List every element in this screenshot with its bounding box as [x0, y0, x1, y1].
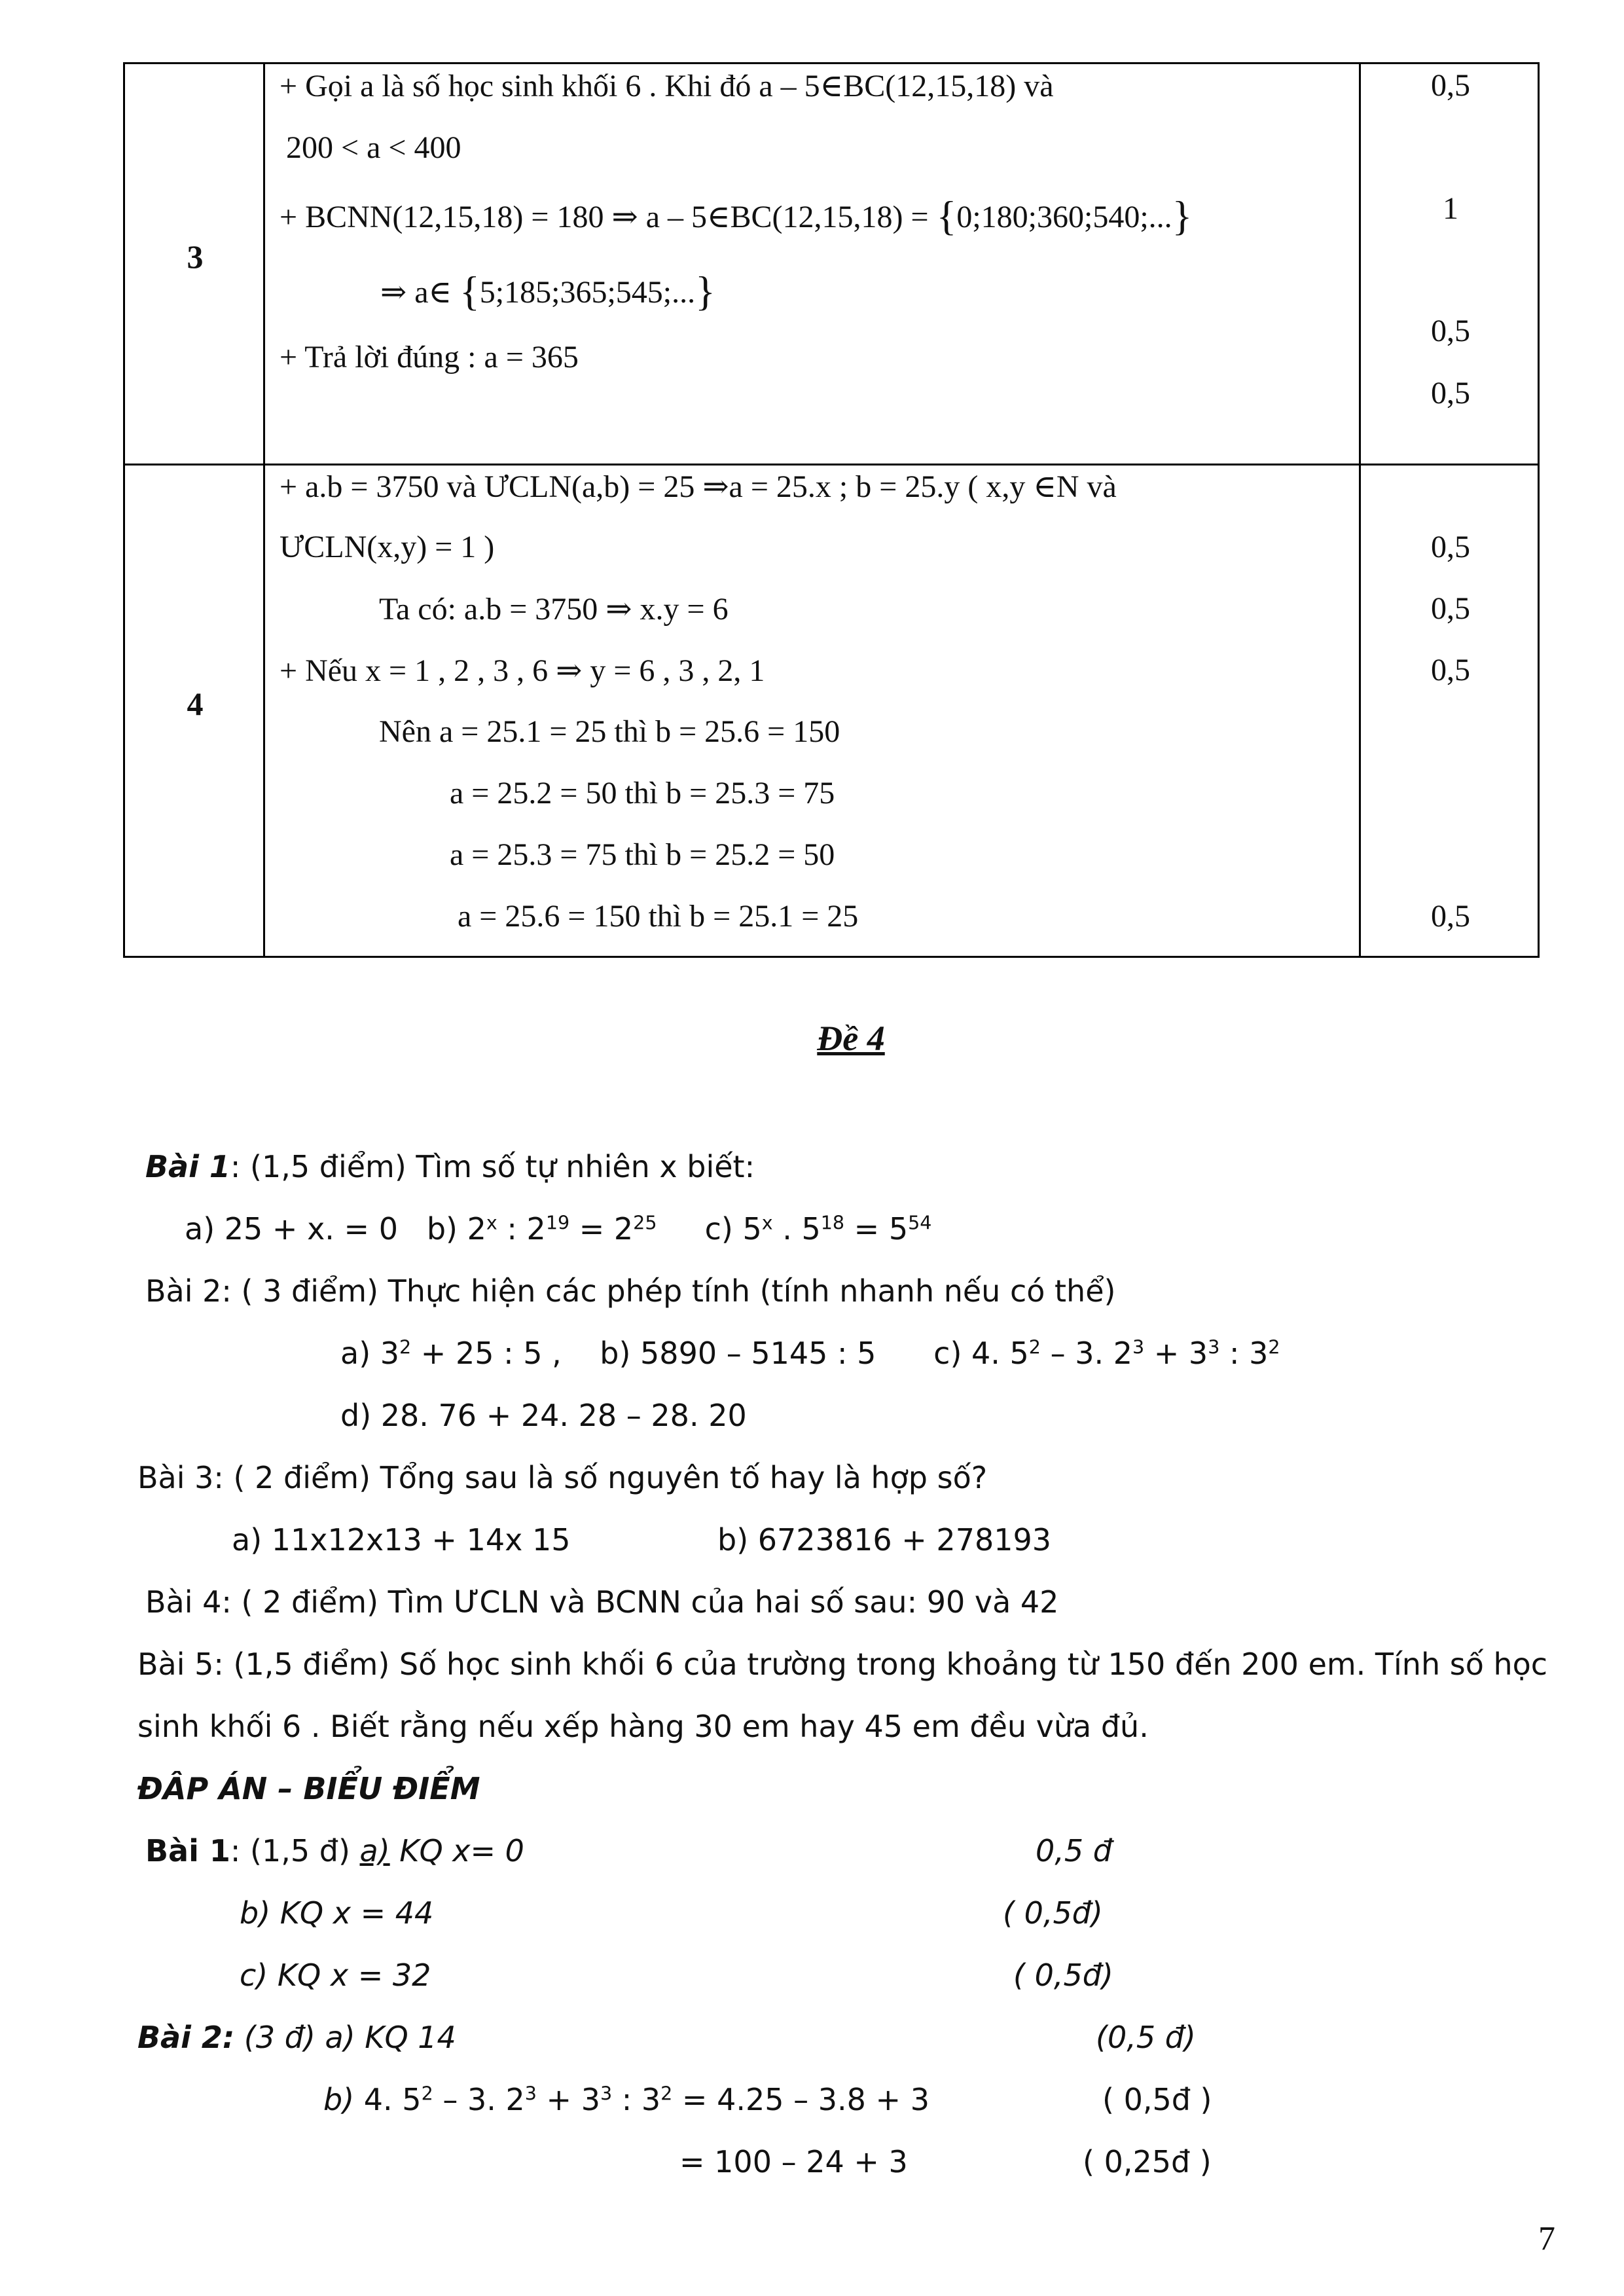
score: 0,5 — [1431, 314, 1470, 348]
row-number: 3 — [187, 238, 204, 275]
expr-part: = 5 — [844, 1211, 909, 1247]
bai1-line — [145, 1149, 755, 1184]
answer-score: (0,5 đ) — [1096, 2020, 1196, 2055]
bai2-line: Bài 2: ( 3 điểm) Thực hiện các phép tính (tính nhanh nếu có thể) — [145, 1273, 1116, 1309]
expr-part: 4. 5 — [354, 2082, 422, 2117]
expr-part: b) 2 — [426, 1211, 486, 1247]
bai2-b: b) 5890 – 5145 : 5 — [600, 1336, 876, 1371]
exponent: 19 — [545, 1212, 570, 1234]
bai1-c — [705, 1211, 932, 1247]
score: 0,5 — [1431, 68, 1470, 103]
table-divider — [125, 464, 1538, 465]
bai1-items — [185, 1211, 931, 1247]
exponent: 2 — [1268, 1336, 1280, 1358]
exponent: 2 — [1028, 1336, 1041, 1358]
answer-table — [123, 62, 1540, 958]
table-text-line — [380, 267, 715, 316]
expr-part: c) 5 — [704, 1211, 762, 1247]
table-text-line: + a.b = 3750 và ƯCLN(a,b) = 25 ⇒a = 25.x ; b = 25.y ( x,y ∈N và — [280, 469, 1117, 504]
answer-score: ( 0,5đ) — [1013, 1958, 1113, 1993]
exponent: 54 — [908, 1212, 932, 1234]
bai1-label: Bài 1 — [145, 1149, 230, 1184]
table-divider — [263, 64, 265, 956]
answer-bai1-label: Bài 1 — [145, 1833, 230, 1868]
brace-left: { — [936, 192, 957, 239]
table-text-line: + Trả lời đúng : a = 365 — [280, 340, 579, 374]
bai1-a: a) 25 + x. = 0 — [185, 1211, 398, 1247]
expr-part: – 3. 2 — [1040, 1336, 1132, 1371]
table-text-line: 200 < a < 400 — [286, 130, 461, 165]
table-text-line — [280, 192, 1192, 240]
page-number: 7 — [1538, 2220, 1555, 2257]
brace-right: } — [695, 268, 715, 314]
answer-text: KQ x= 0 — [389, 1833, 524, 1868]
exponent: 3 — [1208, 1336, 1220, 1358]
answer-bai2-b2: = 100 – 24 + 3 — [679, 2144, 908, 2179]
table-text-line: + Gọi a là số học sinh khối 6 . Khi đó a – 5∈BC(12,15,18) và — [280, 69, 1054, 103]
answer-score: ( 0,5đ) — [1003, 1895, 1103, 1931]
set-values: 0;180;360;540;... — [956, 200, 1172, 234]
expr-part: : 3 — [1219, 1336, 1269, 1371]
answer-bai2-b — [323, 2082, 929, 2117]
bai3-b: b) 6723816 + 278193 — [717, 1522, 1052, 1558]
bai3-line: Bài 3: ( 2 điểm) Tổng sau là số nguyên tố hay là hợp số? — [137, 1460, 988, 1495]
score: 0,5 — [1431, 591, 1470, 626]
brace-left: { — [460, 268, 480, 314]
set-values: 5;185;365;545;... — [479, 275, 696, 310]
expr-part: – 3. 2 — [433, 2082, 525, 2117]
row-number: 4 — [187, 685, 204, 722]
answer-score: ( 0,5đ ) — [1102, 2082, 1212, 2117]
exponent: 2 — [399, 1336, 412, 1358]
answer-text: (3 đ) a) KQ 14 — [234, 2020, 456, 2055]
bai1-text: : (1,5 điểm) Tìm số tự nhiên x biết: — [230, 1149, 755, 1184]
answer-score: 0,5 đ — [1036, 1833, 1112, 1868]
table-text-fragment: ⇒ a∈ — [380, 275, 452, 310]
table-text-line: Ta có: a.b = 3750 ⇒ x.y = 6 — [379, 592, 729, 627]
answer-bai1-a — [145, 1833, 524, 1868]
exponent: 3 — [1132, 1336, 1145, 1358]
table-text-line: a = 25.2 = 50 thì b = 25.3 = 75 — [450, 776, 835, 811]
answer-bai2-a — [137, 2020, 456, 2055]
brace-right: } — [1172, 192, 1193, 239]
exponent: 25 — [633, 1212, 657, 1234]
exponent: x — [486, 1212, 497, 1234]
bai2-d: d) 28. 76 + 24. 28 – 28. 20 — [340, 1398, 747, 1433]
answer-score: ( 0,25đ ) — [1083, 2144, 1212, 2179]
answer-text: a) — [359, 1833, 390, 1868]
bai2-a — [340, 1336, 562, 1371]
bai2-c — [933, 1336, 1280, 1371]
answer-bai2-label: Bài 2: — [137, 2020, 235, 2055]
expr-part: c) 4. 5 — [933, 1336, 1029, 1371]
score: 0,5 — [1431, 899, 1470, 934]
bai5-line2: sinh khối 6 . Biết rằng nếu xếp hàng 30 em hay 45 em đều vừa đủ. — [137, 1709, 1149, 1744]
expr-part: . 5 — [772, 1211, 821, 1247]
answer-heading: ĐÂP ÁN – BIỂU ĐIỂM — [137, 1771, 480, 1806]
expr-part: + 25 : 5 , — [411, 1336, 562, 1371]
table-text-line: Nên a = 25.1 = 25 thì b = 25.6 = 150 — [379, 714, 840, 749]
exponent: 2 — [421, 2083, 433, 2105]
bai3-a: a) 11x12x13 + 14x 15 — [232, 1522, 571, 1558]
expr-part: + 3 — [536, 2082, 600, 2117]
score: 0,5 — [1431, 376, 1470, 410]
bai5-line1: Bài 5: (1,5 điểm) Số học sinh khối 6 của trường trong khoảng từ 150 đến 200 em. Tính số học — [137, 1647, 1548, 1682]
table-text-line: a = 25.3 = 75 thì b = 25.2 = 50 — [450, 837, 835, 872]
expr-part: a) 3 — [340, 1336, 400, 1371]
exponent: 18 — [820, 1212, 845, 1234]
table-text-fragment: + BCNN(12,15,18) = 180 ⇒ a – 5∈BC(12,15,18) = — [280, 200, 929, 234]
exponent: 2 — [660, 2083, 673, 2105]
exponent: 3 — [600, 2083, 613, 2105]
bai2-items — [340, 1336, 1280, 1371]
expr-part: : 2 — [497, 1211, 546, 1247]
exponent: x — [761, 1212, 773, 1234]
score: 0,5 — [1431, 530, 1470, 564]
expr-part: + 3 — [1144, 1336, 1208, 1371]
score: 0,5 — [1431, 653, 1470, 687]
exponent: 3 — [524, 2083, 537, 2105]
table-text-line: + Nếu x = 1 , 2 , 3 , 6 ⇒ y = 6 , 3 , 2, 1 — [280, 653, 765, 688]
answer-text: : (1,5 đ) — [230, 1833, 350, 1868]
table-text-line: ƯCLN(x,y) = 1 ) — [280, 530, 495, 564]
answer-bai1-c: c) KQ x = 32 — [240, 1958, 431, 1993]
expr-part: = 4.25 – 3.8 + 3 — [672, 2082, 929, 2117]
expr-part: : 3 — [612, 2082, 661, 2117]
expr-part: = 2 — [569, 1211, 634, 1247]
bai1-b — [427, 1211, 657, 1247]
bai4-line: Bài 4: ( 2 điểm) Tìm ƯCLN và BCNN của hai số sau: 90 và 42 — [145, 1584, 1059, 1620]
table-text-line: a = 25.6 = 150 thì b = 25.1 = 25 — [458, 899, 859, 934]
section-title: Đề 4 — [817, 1019, 885, 1058]
answer-text: b) — [323, 2082, 355, 2117]
answer-bai1-b: b) KQ x = 44 — [240, 1895, 434, 1931]
score: 1 — [1443, 191, 1458, 226]
